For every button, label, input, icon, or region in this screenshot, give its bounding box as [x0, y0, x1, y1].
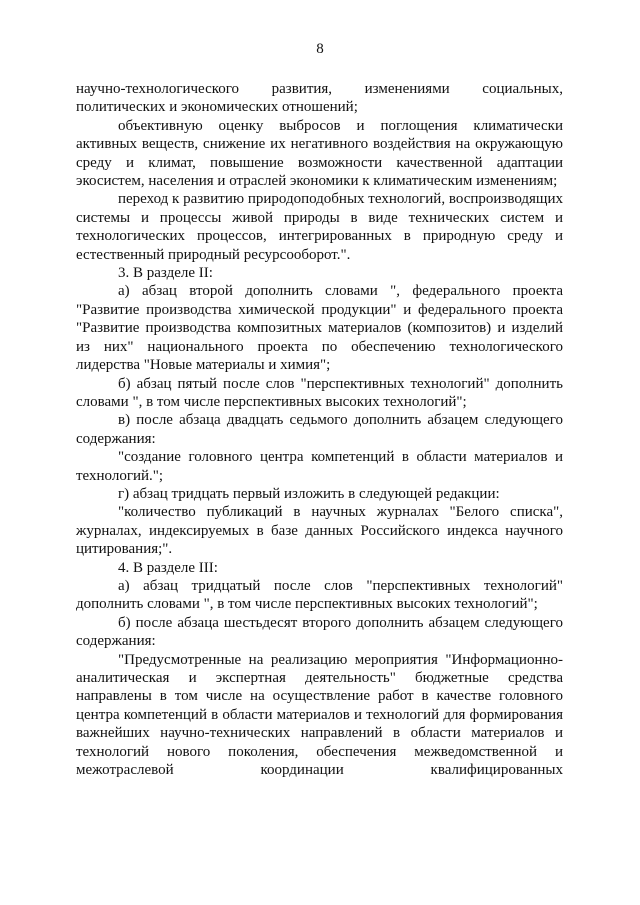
paragraph-1: научно-технологического развития, изменениями социальных, политических и экономических отношений; [76, 81, 563, 116]
paragraph-12: а) абзац тридцатый после слов "перспективных технологий" дополнить словами ", в том числе перспективных высоких технологий"; [76, 577, 563, 613]
paragraph-11-section-heading: 4. В разделе III: [118, 559, 218, 576]
page-number: 8 [316, 41, 324, 57]
paragraph-8: "создание головного центра компетенций в области материалов и технологий."; [76, 449, 563, 484]
paragraph-10: "количество публикаций в научных журналах "Белого списка", журналах, индексируемых в базе данных Российского индекса научного цитирования;". [76, 504, 563, 558]
paragraph-4-section-heading: 3. В разделе II: [118, 265, 213, 282]
paragraph-9: г) абзац тридцать первый изложить в следующей редакции: [118, 485, 500, 502]
document-body [76, 80, 563, 779]
paragraph-5: а) абзац второй дополнить словами ", федерального проекта "Развитие производства химической продукции" и федерального проекта "Развитие производства композитных материалов (композитов) и изделий из них" национального проекта по обеспечению технологического лидерства "Новые материалы и химия"; [76, 283, 563, 374]
paragraph-7: в) после абзаца двадцать седьмого дополнить абзацем следующего содержания: [76, 412, 563, 447]
paragraph-3: переход к развитию природоподобных технологий, воспроизводящих системы и процессы живой природы в виде технических систем и технологических процессов, интегрированных в природную среду и естественный природный ресурсооборот.". [76, 191, 563, 263]
paragraph-6: б) абзац пятый после слов "перспективных технологий" дополнить словами ", в том числе перспективных высоких технологий"; [76, 375, 563, 410]
paragraph-14: "Предусмотренные на реализацию мероприятия "Информационно-аналитическая и экспертная деятельность" бюджетные средства направлены в том числе на осуществление работ в качестве головного центра компетенций в области материалов и технологий для формирования важнейших научно-технических направлений в области материалов и технологий нового поколения, обеспечения межведомственной и межотраслевой координации квалифицированных [76, 651, 563, 779]
paragraph-2: объективную оценку выбросов и поглощения климатически активных веществ, снижение их негативного воздействия на окружающую среду и климат, повышение возможности качественной адаптации экосистем, населения и отраслей экономики к климатическим изменениям; [76, 117, 563, 190]
paragraph-13: б) после абзаца шестьдесят второго дополнить абзацем следующего содержания: [76, 614, 563, 650]
